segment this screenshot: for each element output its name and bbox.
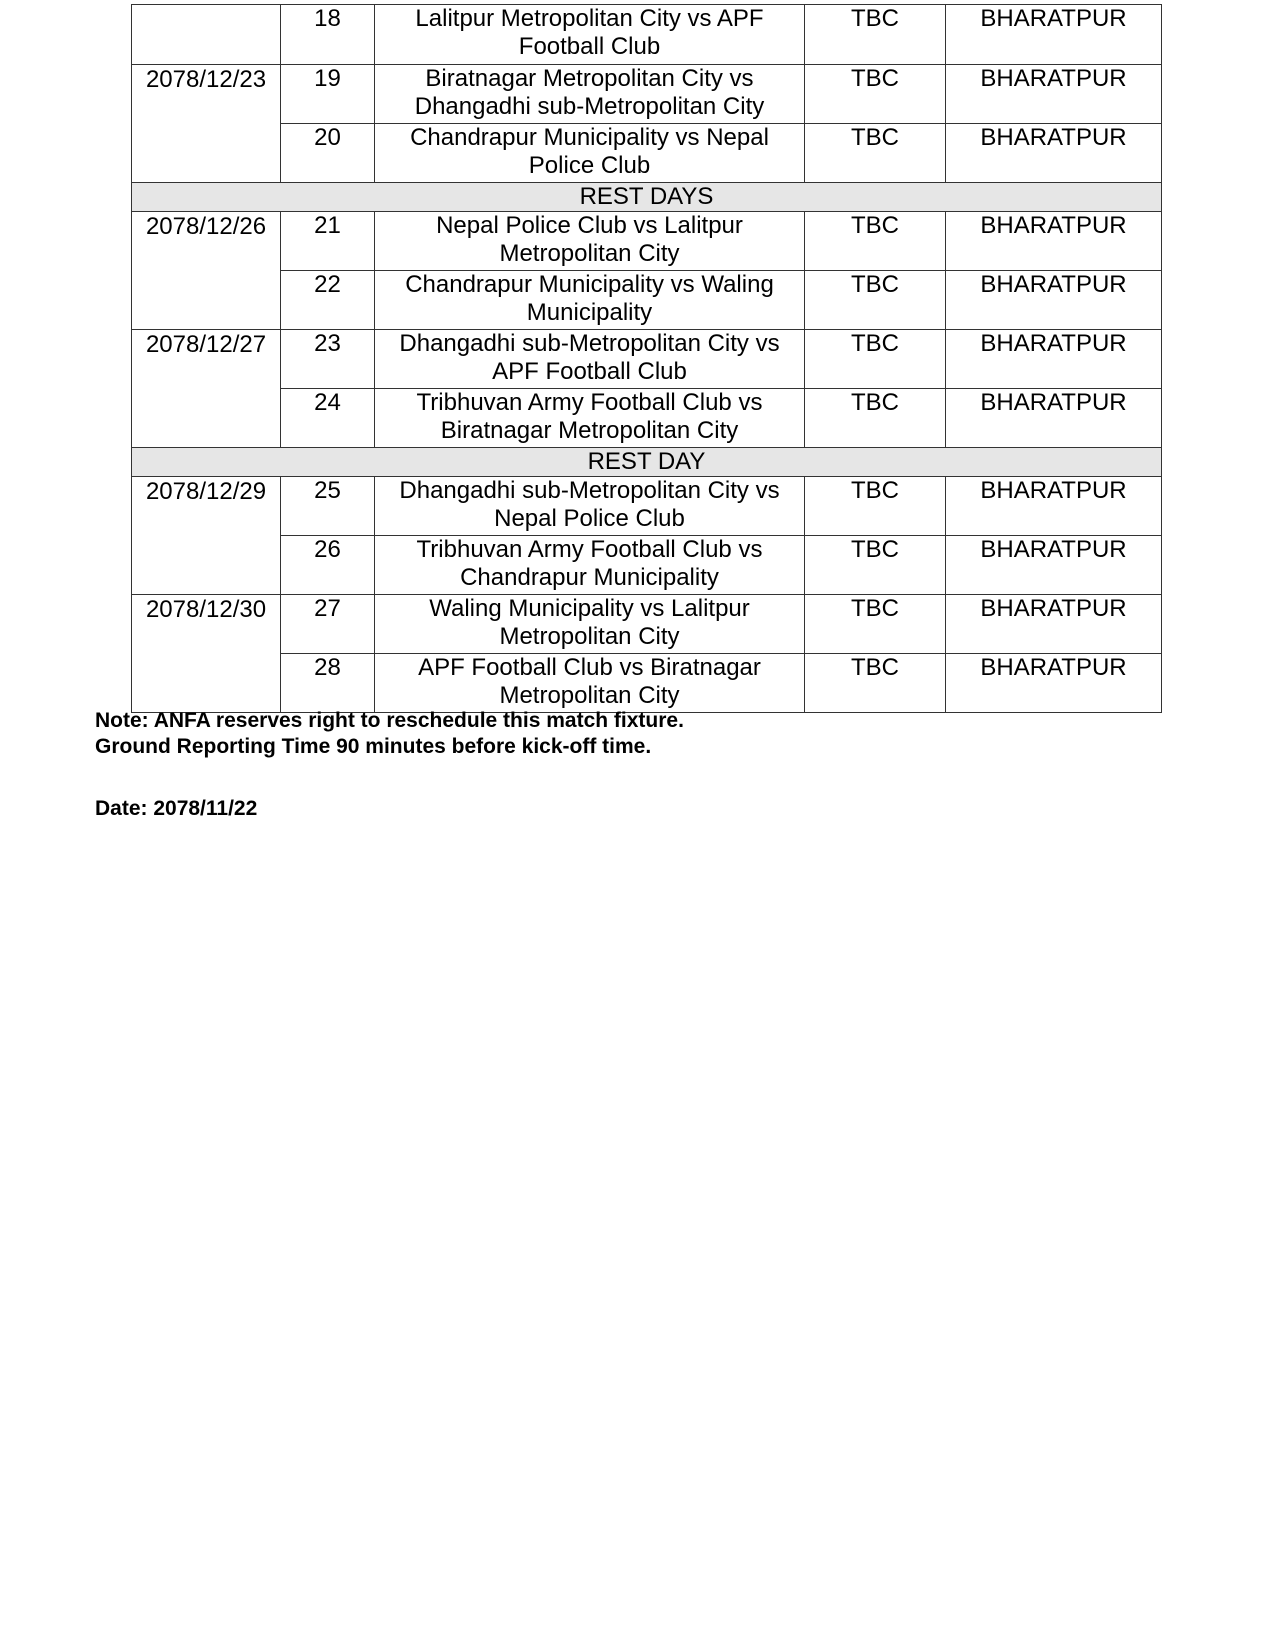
rest-row bbox=[132, 448, 1162, 477]
time-cell: TBC bbox=[805, 330, 946, 389]
time-cell: TBC bbox=[805, 654, 946, 713]
match-number-cell: 24 bbox=[281, 389, 375, 448]
match-cell: Biratnagar Metropolitan City vs Dhangadhi sub-Metropolitan City bbox=[375, 65, 805, 124]
time-cell: TBC bbox=[805, 389, 946, 448]
time-cell: TBC bbox=[805, 124, 946, 183]
venue-cell: BHARATPUR bbox=[946, 389, 1162, 448]
match-number-cell: 25 bbox=[281, 477, 375, 536]
issue-date: Date: 2078/11/22 bbox=[95, 797, 258, 820]
fixture-table bbox=[131, 4, 1162, 713]
match-cell: Tribhuvan Army Football Club vs Chandrapur Municipality bbox=[375, 536, 805, 595]
date-cell: 2078/12/26 bbox=[132, 212, 281, 330]
match-cell: Nepal Police Club vs Lalitpur Metropolitan City bbox=[375, 212, 805, 271]
match-number-cell: 22 bbox=[281, 271, 375, 330]
match-cell: APF Football Club vs Biratnagar Metropolitan City bbox=[375, 654, 805, 713]
rest-label: REST DAY bbox=[132, 448, 1162, 477]
match-number-cell: 26 bbox=[281, 536, 375, 595]
table-row bbox=[132, 536, 1162, 595]
venue-cell: BHARATPUR bbox=[946, 65, 1162, 124]
match-number-cell: 27 bbox=[281, 595, 375, 654]
match-number-cell: 21 bbox=[281, 212, 375, 271]
rest-row bbox=[132, 183, 1162, 212]
venue-cell: BHARATPUR bbox=[946, 124, 1162, 183]
date-cell: 2078/12/30 bbox=[132, 595, 281, 713]
table-row bbox=[132, 124, 1162, 183]
table-row bbox=[132, 389, 1162, 448]
time-cell: TBC bbox=[805, 5, 946, 65]
venue-cell: BHARATPUR bbox=[946, 595, 1162, 654]
venue-cell: BHARATPUR bbox=[946, 212, 1162, 271]
time-cell: TBC bbox=[805, 212, 946, 271]
reschedule-note: Note: ANFA reserves right to reschedule this match fixture. bbox=[95, 709, 684, 732]
venue-cell: BHARATPUR bbox=[946, 5, 1162, 65]
match-number-cell: 28 bbox=[281, 654, 375, 713]
table-row bbox=[132, 595, 1162, 654]
time-cell: TBC bbox=[805, 477, 946, 536]
match-cell: Chandrapur Municipality vs Waling Municipality bbox=[375, 271, 805, 330]
rest-label: REST DAYS bbox=[132, 183, 1162, 212]
time-cell: TBC bbox=[805, 271, 946, 330]
notes-block bbox=[95, 708, 684, 760]
table-row bbox=[132, 330, 1162, 389]
table-row bbox=[132, 271, 1162, 330]
date-cell bbox=[132, 5, 281, 65]
match-cell: Dhangadhi sub-Metropolitan City vs Nepal Police Club bbox=[375, 477, 805, 536]
date-cell: 2078/12/23 bbox=[132, 65, 281, 183]
time-cell: TBC bbox=[805, 65, 946, 124]
match-number-cell: 23 bbox=[281, 330, 375, 389]
venue-cell: BHARATPUR bbox=[946, 654, 1162, 713]
match-cell: Chandrapur Municipality vs Nepal Police Club bbox=[375, 124, 805, 183]
date-cell: 2078/12/29 bbox=[132, 477, 281, 595]
match-cell: Dhangadhi sub-Metropolitan City vs APF Football Club bbox=[375, 330, 805, 389]
table-row bbox=[132, 5, 1162, 65]
venue-cell: BHARATPUR bbox=[946, 477, 1162, 536]
table-row bbox=[132, 65, 1162, 124]
reporting-time-note: Ground Reporting Time 90 minutes before kick-off time. bbox=[95, 735, 652, 758]
match-cell: Tribhuvan Army Football Club vs Biratnagar Metropolitan City bbox=[375, 389, 805, 448]
venue-cell: BHARATPUR bbox=[946, 271, 1162, 330]
time-cell: TBC bbox=[805, 536, 946, 595]
time-cell: TBC bbox=[805, 595, 946, 654]
match-number-cell: 19 bbox=[281, 65, 375, 124]
match-cell: Waling Municipality vs Lalitpur Metropolitan City bbox=[375, 595, 805, 654]
table-row bbox=[132, 212, 1162, 271]
table-row bbox=[132, 654, 1162, 713]
venue-cell: BHARATPUR bbox=[946, 330, 1162, 389]
match-number-cell: 18 bbox=[281, 5, 375, 65]
table-row bbox=[132, 477, 1162, 536]
date-cell: 2078/12/27 bbox=[132, 330, 281, 448]
match-number-cell: 20 bbox=[281, 124, 375, 183]
match-cell: Lalitpur Metropolitan City vs APF Football Club bbox=[375, 5, 805, 65]
venue-cell: BHARATPUR bbox=[946, 536, 1162, 595]
